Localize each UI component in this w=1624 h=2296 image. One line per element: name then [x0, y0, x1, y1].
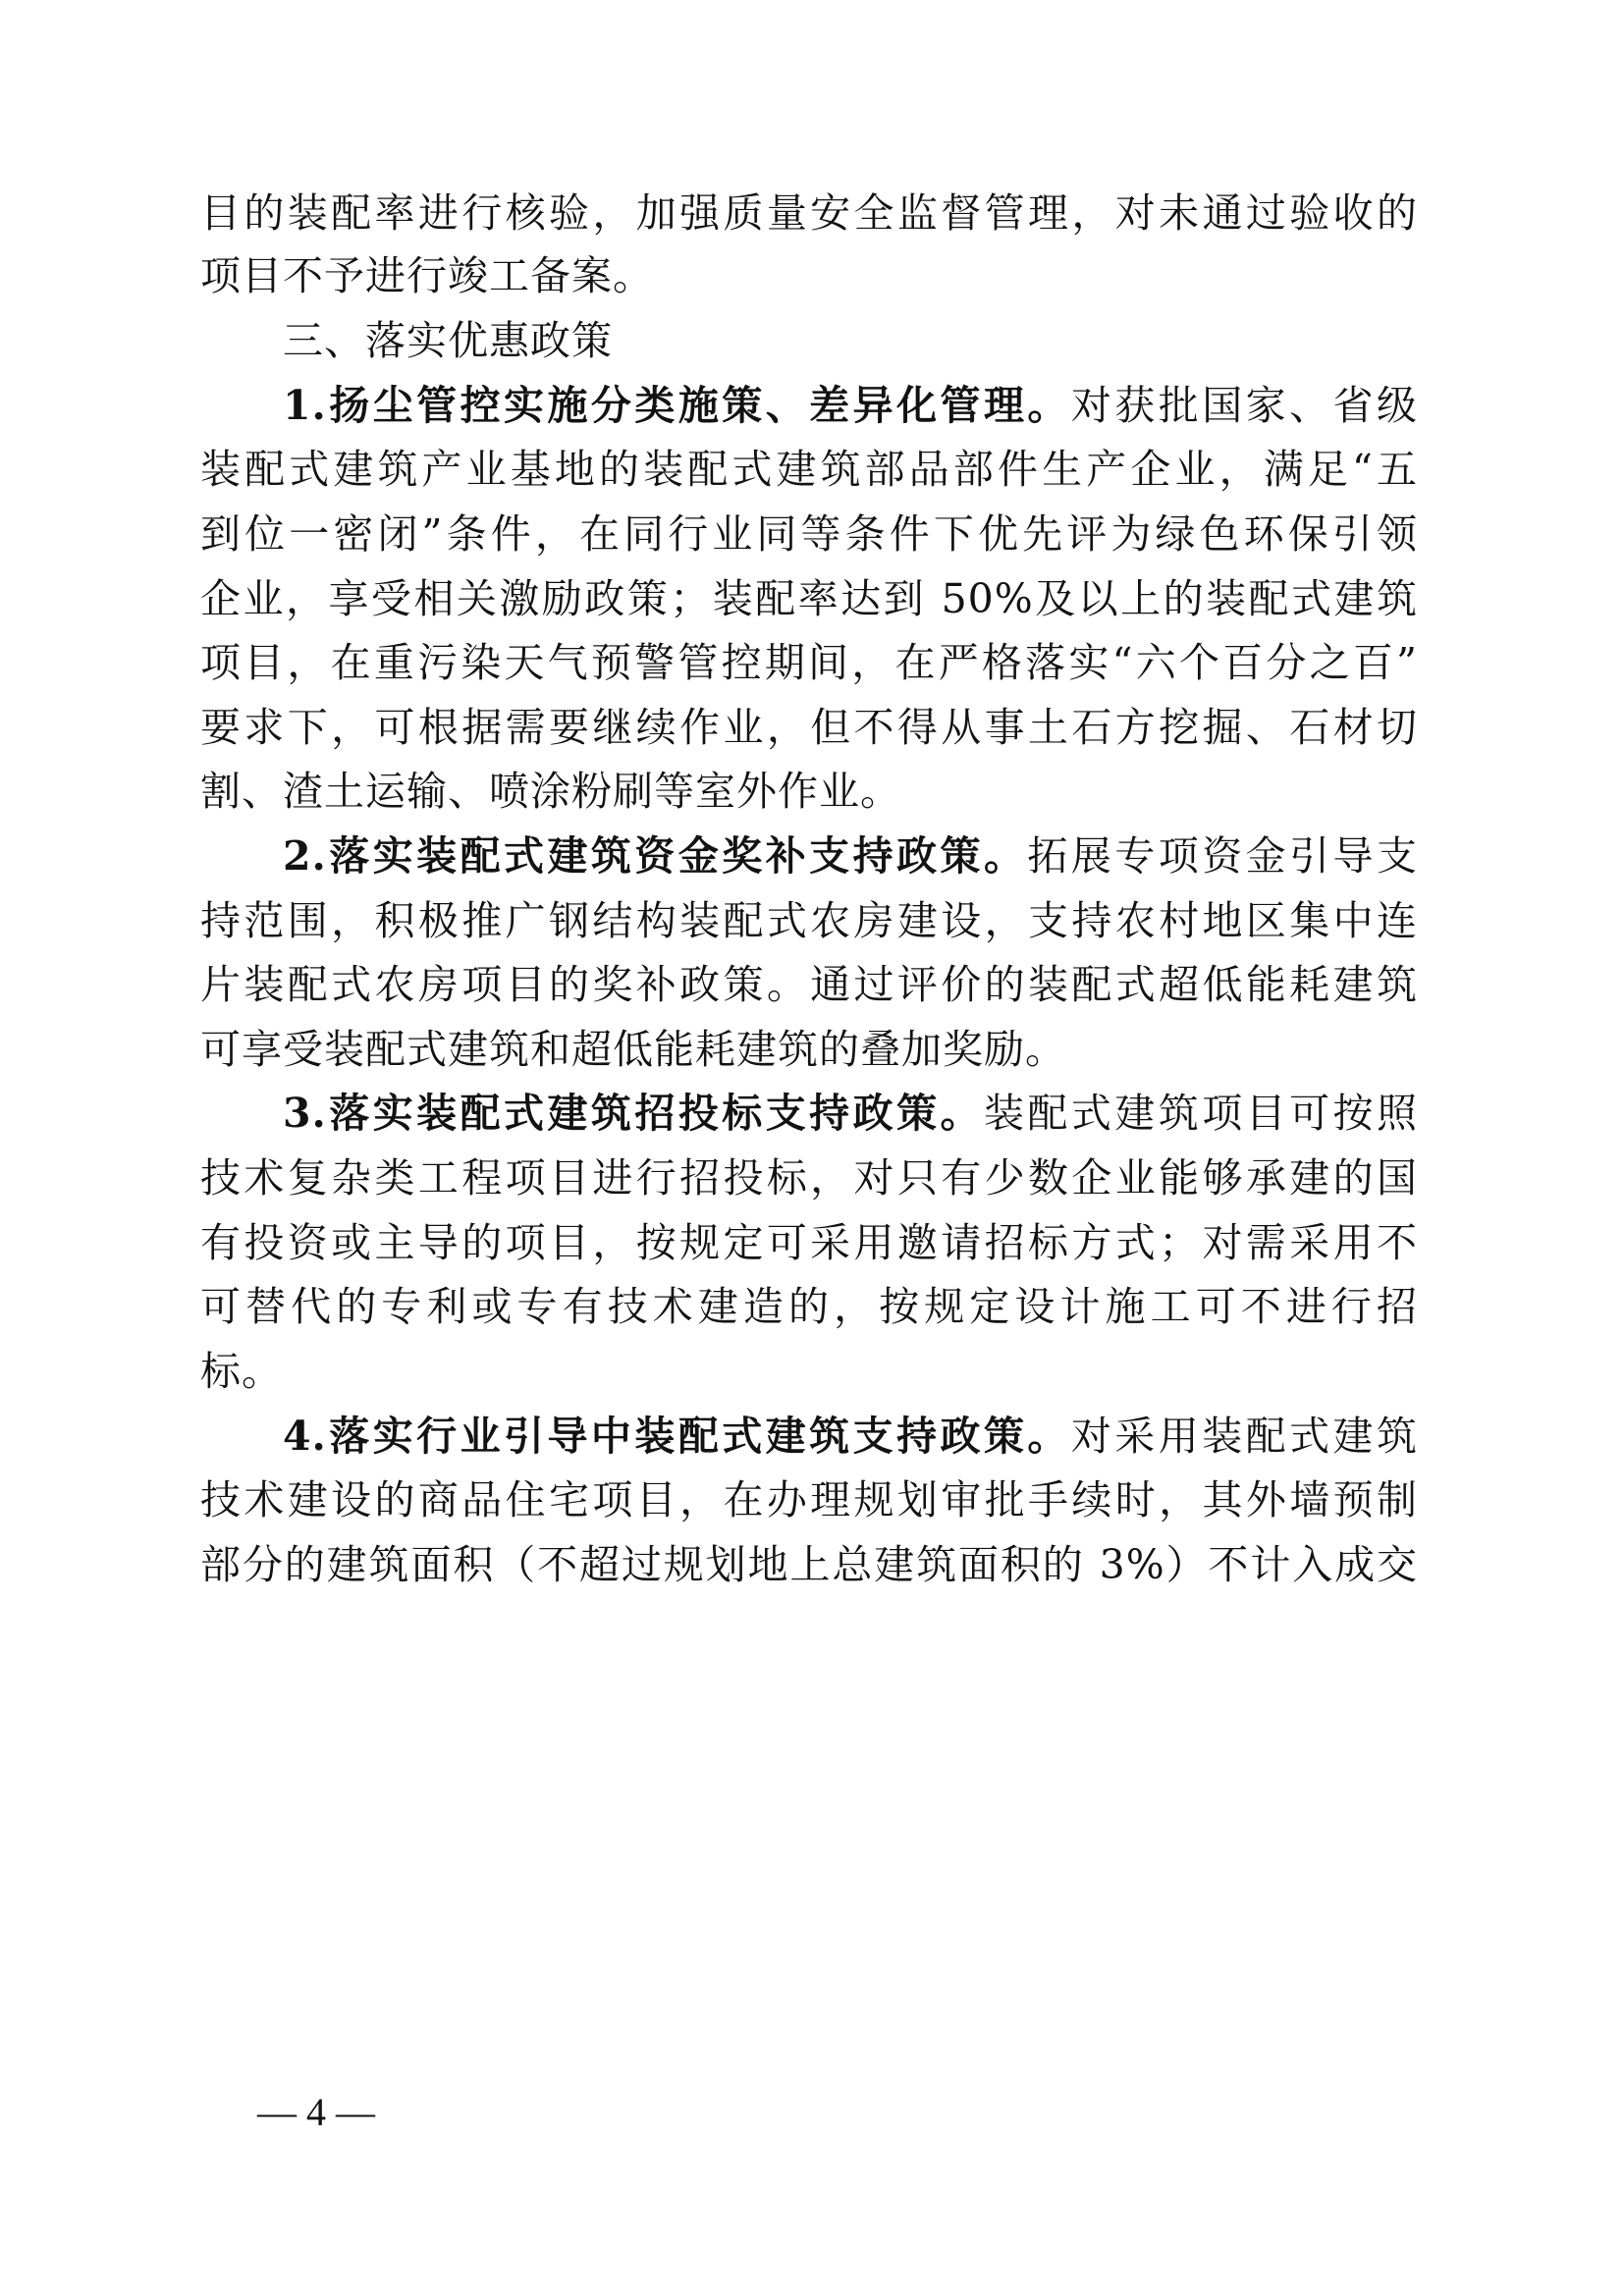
paragraph-2-heading: 2.落实装配式建筑资金奖补支持政策。 [283, 832, 1028, 880]
paragraph-2-line-1 [283, 827, 1418, 885]
paragraph-0-line-2: 项目不予进行竣工备案。 [200, 252, 654, 299]
paragraph-1-line-7: 割、渣土运输、喷涂粉刷等室外作业。 [200, 768, 901, 815]
paragraph-3-line-1-text: 装配式建筑项目可按照 [983, 1090, 1418, 1137]
page-number: — 4 — [257, 2090, 375, 2134]
paragraph-3-line-1 [283, 1084, 1418, 1143]
paragraph-3-line-5: 标。 [200, 1348, 283, 1395]
paragraph-2-line-2: 持范围，积极推广钢结构装配式农房建设，支持农村地区集中连 [200, 897, 1418, 944]
paragraph-4-line-1 [283, 1407, 1418, 1466]
paragraph-1-line-4: 企业，享受相关激励政策；装配率达到 50%及以上的装配式建筑 [200, 575, 1418, 622]
paragraph-3-line-4: 可替代的专利或专有技术建造的，按规定设计施工可不进行招 [200, 1283, 1418, 1330]
paragraph-1-line-1 [283, 376, 1418, 435]
paragraph-2-line-1-text: 拓展专项资金引导支 [1027, 832, 1419, 880]
paragraph-1-heading: 1.扬尘管控实施分类施策、差异化管理。 [283, 382, 1071, 429]
paragraph-0-line-1: 目的装配率进行核验，加强质量安全监督管理，对未通过验收的 [200, 189, 1418, 237]
paragraph-4-line-3: 部分的建筑面积（不超过规划地上总建筑面积的 3%）不计入成交 [200, 1541, 1418, 1588]
paragraph-4-line-2: 技术建设的商品住宅项目，在办理规划审批手续时，其外墙预制 [200, 1476, 1418, 1523]
paragraph-3-heading: 3.落实装配式建筑招投标支持政策。 [283, 1090, 984, 1137]
paragraph-2-line-3: 片装配式农房项目的奖补政策。通过评价的装配式超低能耗建筑 [200, 961, 1418, 1008]
paragraph-1-line-1-text: 对获批国家、省级 [1070, 382, 1418, 429]
paragraph-1-line-2: 装配式建筑产业基地的装配式建筑部品部件生产企业，满足“五 [200, 446, 1418, 493]
paragraph-3-line-3: 有投资或主导的项目，按规定可采用邀请招标方式；对需采用不 [200, 1219, 1418, 1266]
paragraph-1-line-5: 项目，在重污染天气预警管控期间，在严格落实“六个百分之百” [200, 639, 1418, 686]
paragraph-1-line-6: 要求下，可根据需要继续作业，但不得从事土石方挖掘、石材切 [200, 704, 1418, 751]
paragraph-4-heading: 4.落实行业引导中装配式建筑支持政策。 [283, 1413, 1071, 1460]
paragraph-4-line-1-text: 对采用装配式建筑 [1070, 1413, 1418, 1460]
paragraph-3-line-2: 技术复杂类工程项目进行招投标，对只有少数企业能够承建的国 [200, 1154, 1418, 1201]
section-heading: 三、落实优惠政策 [283, 317, 613, 364]
paragraph-1-line-3: 到位一密闭”条件，在同行业同等条件下优先评为绿色环保引领 [200, 510, 1418, 558]
paragraph-2-line-4: 可享受装配式建筑和超低能耗建筑的叠加奖励。 [200, 1026, 1066, 1073]
